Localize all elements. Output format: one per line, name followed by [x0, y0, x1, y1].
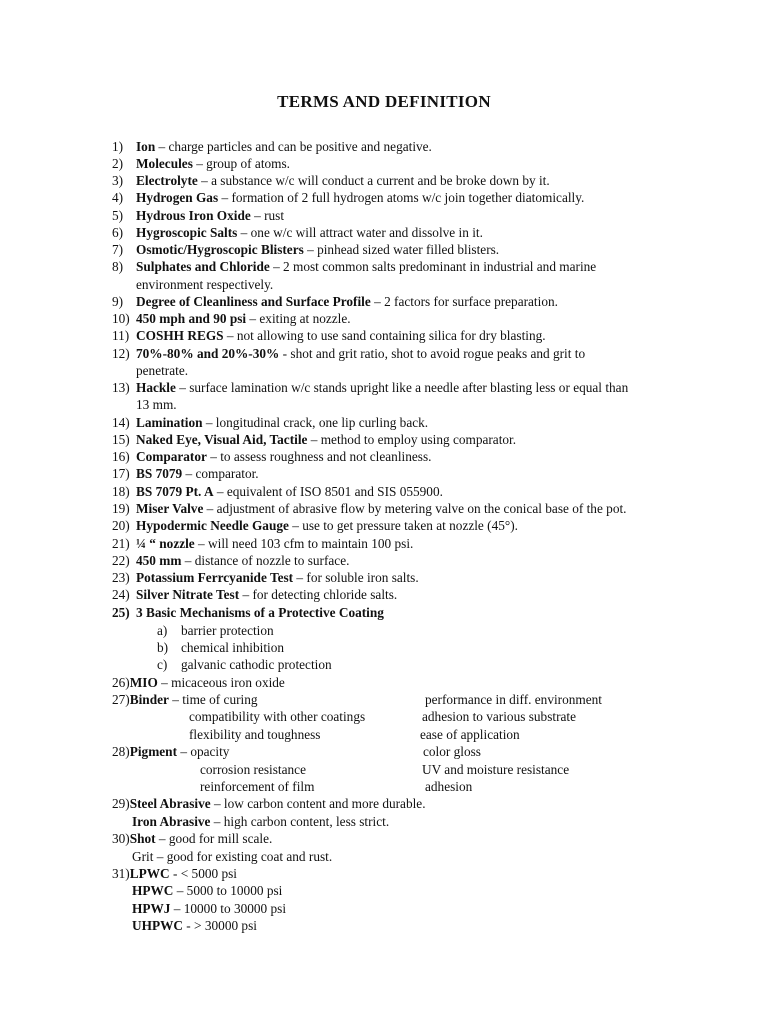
- sub-list-item: b) chemical inhibition: [157, 640, 285, 655]
- list-item: 24) Silver Nitrate Test – for detecting chloride salts.: [112, 587, 398, 602]
- list-item-column: reinforcement of film: [200, 779, 315, 794]
- list-item: 28)Pigment – opacity: [112, 744, 230, 759]
- list-item: 31)LPWC - < 5000 psi: [112, 866, 237, 881]
- list-item: 7) Osmotic/Hygroscopic Blisters – pinhead sized water filled blisters.: [112, 242, 500, 257]
- list-item: 29)Steel Abrasive – low carbon content and more durable.: [112, 796, 426, 811]
- list-item-continuation: HPWJ – 10000 to 30000 psi: [132, 901, 287, 916]
- list-item-column: flexibility and toughness: [189, 727, 321, 742]
- list-item: 23) Potassium Ferrcyanide Test – for soluble iron salts.: [112, 570, 419, 585]
- list-item-continuation: UHPWC - > 30000 psi: [132, 918, 257, 933]
- list-item: 3) Electrolyte – a substance w/c will conduct a current and be broke down by it.: [112, 173, 550, 188]
- list-item: 25) 3 Basic Mechanisms of a Protective Coating: [112, 605, 384, 620]
- list-item: 2) Molecules – group of atoms.: [112, 156, 291, 171]
- list-item: 30)Shot – good for mill scale.: [112, 831, 273, 846]
- list-item-continuation: Grit – good for existing coat and rust.: [132, 849, 333, 864]
- list-item: 19) Miser Valve – adjustment of abrasive flow by metering valve on the conical base of the pot.: [112, 501, 627, 516]
- list-item: 14) Lamination – longitudinal crack, one lip curling back.: [112, 415, 429, 430]
- list-item-column: adhesion to various substrate: [422, 709, 576, 724]
- list-item-column: ease of application: [420, 727, 520, 742]
- list-item: 27)Binder – time of curing: [112, 692, 258, 707]
- list-item: 5) Hydrous Iron Oxide – rust: [112, 208, 285, 223]
- list-item-column: performance in diff. environment: [425, 692, 602, 707]
- list-item: 1) Ion – charge particles and can be positive and negative.: [112, 139, 432, 154]
- list-item-continuation: penetrate.: [136, 363, 189, 378]
- page-title: TERMS AND DEFINITION: [277, 92, 491, 111]
- list-item-column: compatibility with other coatings: [189, 709, 366, 724]
- list-item: 11) COSHH REGS – not allowing to use sand containing silica for dry blasting.: [112, 328, 546, 343]
- list-item-continuation: environment respectively.: [136, 277, 274, 292]
- list-item: 12) 70%-80% and 20%-30% - shot and grit ratio, shot to avoid rogue peaks and grit to: [112, 346, 586, 361]
- list-item: 15) Naked Eye, Visual Aid, Tactile – method to employ using comparator.: [112, 432, 517, 447]
- list-item: 21) ¼ “ nozzle – will need 103 cfm to maintain 100 psi.: [112, 536, 414, 551]
- list-item: 20) Hypodermic Needle Gauge – use to get pressure taken at nozzle (45°).: [112, 518, 518, 533]
- sub-list-item: c) galvanic cathodic protection: [157, 657, 332, 672]
- list-item: 9) Degree of Cleanliness and Surface Profile – 2 factors for surface preparation.: [112, 294, 558, 309]
- sub-list-item: a) barrier protection: [157, 623, 274, 638]
- list-item: 8) Sulphates and Chloride – 2 most common salts predominant in industrial and marine: [112, 259, 597, 274]
- list-item: 13) Hackle – surface lamination w/c stands upright like a needle after blasting less or equal than: [112, 380, 629, 395]
- list-item-continuation: HPWC – 5000 to 10000 psi: [132, 883, 283, 898]
- list-item-continuation: 13 mm.: [136, 397, 177, 412]
- list-item: 22) 450 mm – distance of nozzle to surface.: [112, 553, 350, 568]
- list-item: 18) BS 7079 Pt. A – equivalent of ISO 8501 and SIS 055900.: [112, 484, 443, 499]
- list-item-column: UV and moisture resistance: [422, 762, 570, 777]
- list-item: 26)MIO – micaceous iron oxide: [112, 675, 285, 690]
- list-item: 10) 450 mph and 90 psi – exiting at nozzle.: [112, 311, 351, 326]
- list-item: 17) BS 7079 – comparator.: [112, 466, 259, 481]
- list-item: 4) Hydrogen Gas – formation of 2 full hydrogen atoms w/c join together diatomically.: [112, 190, 585, 205]
- list-item: 6) Hygroscopic Salts – one w/c will attract water and dissolve in it.: [112, 225, 483, 240]
- list-item-column: adhesion: [425, 779, 473, 794]
- list-item-continuation: Iron Abrasive – high carbon content, less strict.: [132, 814, 390, 829]
- list-item-column: color gloss: [423, 744, 481, 759]
- list-item: 16) Comparator – to assess roughness and not cleanliness.: [112, 449, 432, 464]
- list-item-column: corrosion resistance: [200, 762, 306, 777]
